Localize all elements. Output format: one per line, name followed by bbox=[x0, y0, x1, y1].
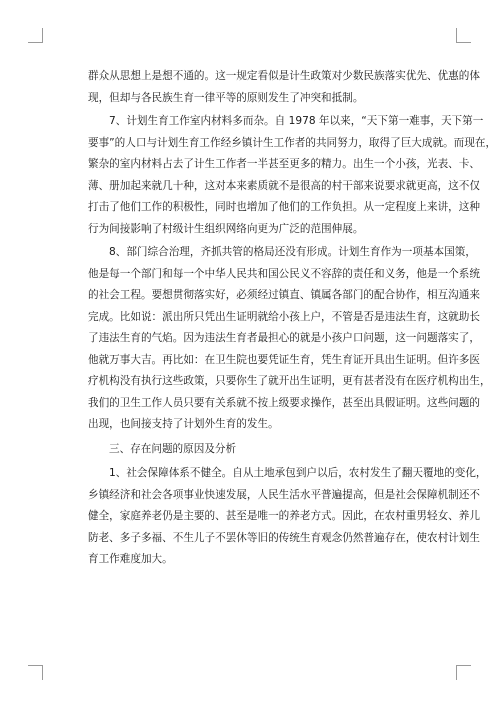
text-line: 打击了他们工作的积极性，同时也增加了他们的工作负担。从一定程度上来讲，这种 bbox=[88, 201, 480, 213]
text-line: 我们的卫生工作人员只要有关系就不按上级要求操作，甚至出具假证明。这些问题的 bbox=[88, 396, 480, 409]
text-line: 了违法生育的气焰。因为违法生育者最担心的就是小孩户口问题，这一问题落实了， bbox=[88, 332, 480, 344]
text-line: 8、部门综合治理，齐抓共管的格局还没有形成。计划生育作为一项基本国策， bbox=[109, 246, 476, 258]
text-line: 7、计划生育工作室内材料多而杂。自 1978 年以来，“天下第一难事，天下第一 bbox=[109, 115, 484, 127]
paragraph bbox=[88, 439, 436, 461]
document-body bbox=[88, 66, 497, 571]
text-line: 繁杂的室内材料占去了计生工作者一半甚至更多的精力。出生一个小孩，光表、卡、 bbox=[88, 158, 480, 170]
text-line: 出现，也间接支持了计划外生育的发生。 bbox=[88, 418, 279, 430]
paragraph bbox=[88, 463, 487, 571]
text-line: 育工作难度加大。 bbox=[88, 553, 173, 565]
text-line: 他就万事大吉。再比如：在卫生院也要凭证生育，凭生育证开具出生证明。但许多医 bbox=[88, 353, 480, 366]
crop-mark-top-left bbox=[28, 28, 43, 43]
text-line: 1、社会保障体系不健全。自从土地承包到户以后，农村发生了翻天覆地的变化， bbox=[109, 467, 487, 479]
crop-mark-bottom-right bbox=[456, 665, 471, 680]
text-line: 乡镇经济和社会各项事业快速发展，人民生活水平普遍提高，但是社会保障机制还不 bbox=[88, 488, 480, 501]
text-line: 现，但却与各民族生育一律平等的原则发生了冲突和抵制。 bbox=[88, 91, 364, 104]
text-line: 他是每一个部门和每一个中华人民共和国公民义不容辞的责任和义务，他是一个系统 bbox=[88, 267, 480, 280]
paragraph bbox=[88, 111, 497, 240]
crop-mark-top-right bbox=[456, 28, 471, 43]
crop-mark-bottom-left bbox=[28, 665, 43, 680]
paragraph bbox=[88, 242, 491, 436]
text-line: 群众从思想上是想不通的。这一规定看似是计生政策对少数民族落实优先、优惠的体 bbox=[88, 70, 480, 82]
text-line: 疗机构没有执行这些政策，只要你生了就开出生证明，更有甚者没有在医疗机构出生， bbox=[88, 375, 491, 387]
paragraph bbox=[88, 66, 480, 109]
text-line: 薄、册加起来就几十种，这对本来素质就不是很高的村干部来说要求就更高，这不仅 bbox=[88, 179, 480, 192]
text-line: 行为间接影响了村级计生组织网络向更为广泛的范围伸展。 bbox=[88, 222, 364, 235]
text-line: 健全，家庭养老仍是主要的、甚至是唯一的养老方式。因此，在农村重男轻女、养儿 bbox=[88, 510, 480, 522]
text-line: 的社会工程。要想贯彻落实好，必须经过镇直、镇属各部门的配合协作，相互沟通来 bbox=[88, 289, 480, 301]
text-line: 防老、多子多福、不生儿子不罢休等旧的传统生育观念仍然普遍存在，使农村计划生 bbox=[88, 531, 480, 544]
text-line: 要事”的人口与计划生育工作经乡镇计生工作者的共同努力，取得了巨大成就。而现在， bbox=[88, 136, 497, 149]
text-line: 完成。比如说：派出所只凭出生证明就给小孩上户，不管是否是违法生育，这就助长 bbox=[88, 310, 480, 323]
text-line: 三、存在问题的原因及分析 bbox=[109, 442, 237, 455]
